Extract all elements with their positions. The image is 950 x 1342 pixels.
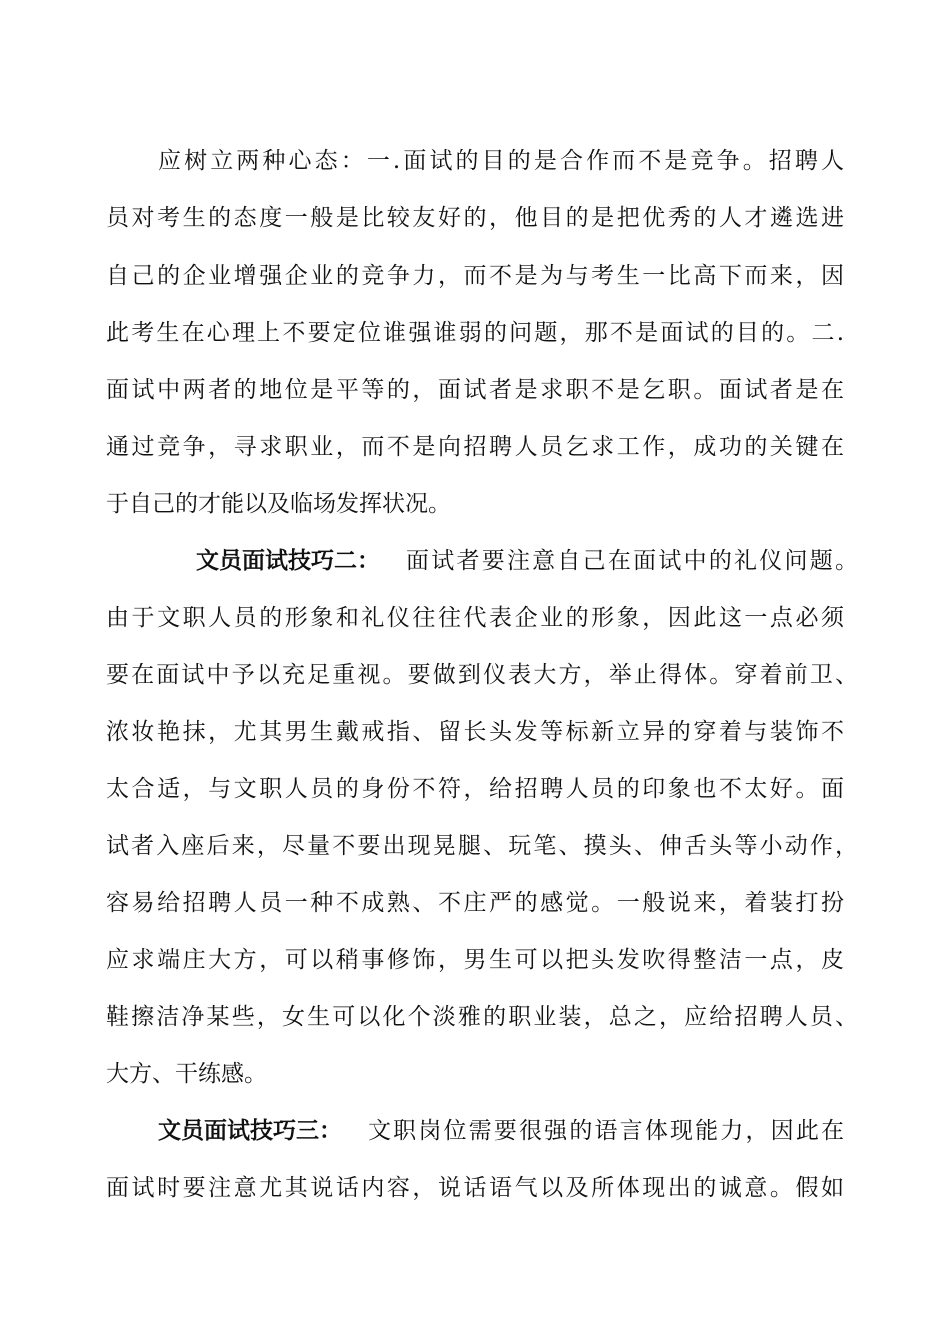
- paragraph-2-line-9: 鞋擦洁净某些，女生可以化个淡雅的职业装，总之，应给招聘人员、: [106, 1004, 858, 1030]
- tip-two-heading-text: 文员面试技巧二：: [196, 548, 380, 574]
- paragraph-2-line-7: 容易给招聘人员一种不成熟、不庄严的感觉。一般说来，着装打扮: [106, 890, 844, 916]
- paragraph-2-line-10: 大方、干练感。: [106, 1061, 267, 1087]
- paragraph-1-line-7: 于自己的才能以及临场发挥状况。: [106, 491, 451, 517]
- paragraph-2-line-6: 试者入座后来，尽量不要出现晃腿、玩笔、摸头、伸舌头等小动作，: [106, 833, 858, 859]
- paragraph-1-line-6: 通过竞争，寻求职业，而不是向招聘人员乞求工作，成功的关键在: [106, 434, 844, 460]
- paragraph-3-line-1: 文职岗位需要很强的语言体现能力，因此在: [368, 1118, 844, 1144]
- paragraph-2-line-4: 浓妆艳抹，尤其男生戴戒指、留长头发等标新立异的穿着与装饰不: [106, 719, 844, 745]
- paragraph-1-line-1: 应树立两种心态：一.面试的目的是合作而不是竞争。招聘人: [158, 148, 844, 174]
- tip-three-heading: [158, 1116, 358, 1146]
- paragraph-2-line-1: 面试者要注意自己在面试中的礼仪问题。: [406, 548, 858, 574]
- paragraph-1-line-3: 自己的企业增强企业的竞争力，而不是为与考生一比高下而来，因: [106, 263, 844, 289]
- paragraph-1-line-5: 面试中两者的地位是平等的，面试者是求职不是乞职。面试者是在: [106, 377, 844, 403]
- paragraph-1-line-2: 员对考生的态度一般是比较友好的，他目的是把优秀的人才遴选进: [106, 205, 844, 231]
- paragraph-3-line-2: 面试时要注意尤其说话内容，说话语气以及所体现出的诚意。假如: [106, 1175, 844, 1201]
- tip-three-heading-text: 文员面试技巧三：: [158, 1118, 342, 1144]
- paragraph-2-line-3: 要在面试中予以充足重视。要做到仪表大方，举止得体。穿着前卫、: [106, 662, 858, 688]
- paragraph-2-line-5: 太合适，与文职人员的身份不符，给招聘人员的印象也不太好。面: [106, 776, 844, 802]
- paragraph-2-line-2: 由于文职人员的形象和礼仪往往代表企业的形象，因此这一点必须: [106, 605, 844, 631]
- paragraph-2-line-8: 应求端庄大方，可以稍事修饰，男生可以把头发吹得整洁一点，皮: [106, 947, 844, 973]
- paragraph-1-line-4: 此考生在心理上不要定位谁强谁弱的问题，那不是面试的目的。二.: [106, 320, 844, 346]
- tip-two-heading: [196, 546, 396, 576]
